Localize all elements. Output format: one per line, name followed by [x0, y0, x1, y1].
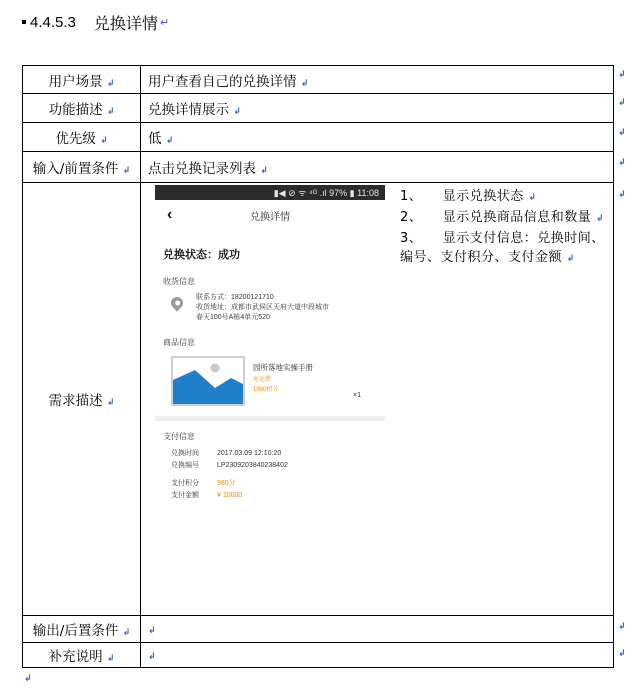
list-item: 1、 显示兑换状态 ↲: [400, 189, 537, 204]
row-label: 需求描述 ↲: [23, 183, 141, 616]
paragraph-mark-icon: ↲: [24, 674, 32, 684]
list-item: 2、 显示兑换商品信息和数量 ↲: [400, 210, 604, 225]
row-label: 优先级 ↲: [23, 123, 141, 152]
row-end-mark-icon: ↲: [618, 649, 626, 659]
row-label: 输入/前置条件 ↲: [23, 152, 141, 183]
status-bar-text: ▮◀ ⊘ ᯤ ⁴ᴳ .ıl 97% ▮ 11:08: [273, 188, 379, 198]
pay-row: 支付积分 980分: [171, 480, 236, 487]
address-block: [163, 293, 385, 329]
row-end-mark-icon: ↲: [618, 128, 626, 138]
row-end-mark-icon: ↲: [618, 158, 626, 168]
row-label: 输出/后置条件 ↲: [23, 616, 141, 643]
paragraph-mark-icon: ↵: [159, 15, 170, 29]
row-value: ↲: [141, 616, 614, 643]
location-pin-icon: [169, 295, 186, 312]
phone-screenshot: [155, 185, 385, 515]
section-number: 4.4.5.3: [30, 13, 76, 31]
row-label: 用户场景 ↲: [23, 66, 141, 94]
back-arrow-icon: ‹: [167, 206, 173, 223]
requirement-list: [400, 187, 618, 269]
heading-bullet-icon: [22, 20, 26, 24]
address-line: 春天100号A栋4单元520: [196, 314, 270, 321]
address-line: 收货地址：成都市武侯区天府大道中段城市: [196, 304, 329, 311]
contact-line: 联系方式：18200121710: [196, 294, 274, 301]
goods-section-title: 商品信息: [163, 338, 195, 347]
row-end-mark-icon: ↲: [618, 70, 626, 80]
table-row: [23, 94, 614, 123]
pay-row: 兑换编号 LP2309203840238402: [171, 462, 288, 469]
spec-table: [22, 65, 614, 668]
exchange-status: 兑换状态：成功: [163, 249, 240, 261]
table-row: [23, 643, 614, 668]
pay-section-title: 支付信息: [163, 432, 195, 441]
goods-name: 园所落地实操手册: [253, 363, 313, 372]
goods-shipping: 免运费: [253, 377, 272, 383]
row-value: 用户查看自己的兑换详情 ↲: [141, 66, 614, 94]
address-text: [196, 293, 386, 323]
row-value: ↲: [141, 643, 614, 668]
row-end-mark-icon: ↲: [618, 190, 626, 200]
pay-row: 支付金额 ¥ 10000: [171, 492, 243, 499]
table-row: [23, 616, 614, 643]
row-value: 点击兑换记录列表 ↲: [141, 152, 614, 183]
row-end-mark-icon: ↲: [618, 622, 626, 632]
row-label: 补充说明 ↲: [23, 643, 141, 668]
section-heading: [22, 10, 169, 34]
pay-row: 兑换时间 2017.03.09 12:10:20: [171, 450, 282, 457]
section-title: 兑换详情: [93, 13, 158, 33]
nav-bar: [155, 200, 385, 230]
status-bar: [155, 185, 385, 200]
row-value: 低 ↲: [141, 123, 614, 152]
row-end-mark-icon: ↲: [618, 98, 626, 108]
requirement-cell: [141, 183, 614, 616]
list-item: 3、 显示支付信息：兑换时间、编号、支付积分、支付金额 ↲: [400, 231, 605, 265]
goods-item: [155, 356, 385, 416]
table-row: [23, 123, 614, 152]
receive-section-title: 收货信息: [163, 277, 195, 286]
goods-quantity: ×1: [353, 392, 361, 399]
nav-title: 兑换详情: [250, 211, 290, 223]
row-label: 功能描述 ↲: [23, 94, 141, 123]
table-row: [23, 152, 614, 183]
table-row: [23, 66, 614, 94]
goods-points: 1980积分: [253, 387, 279, 393]
goods-image-placeholder-icon: [171, 356, 245, 406]
table-row: [23, 183, 614, 616]
row-value: 兑换详情展示 ↲: [141, 94, 614, 123]
section-divider: [155, 416, 385, 421]
